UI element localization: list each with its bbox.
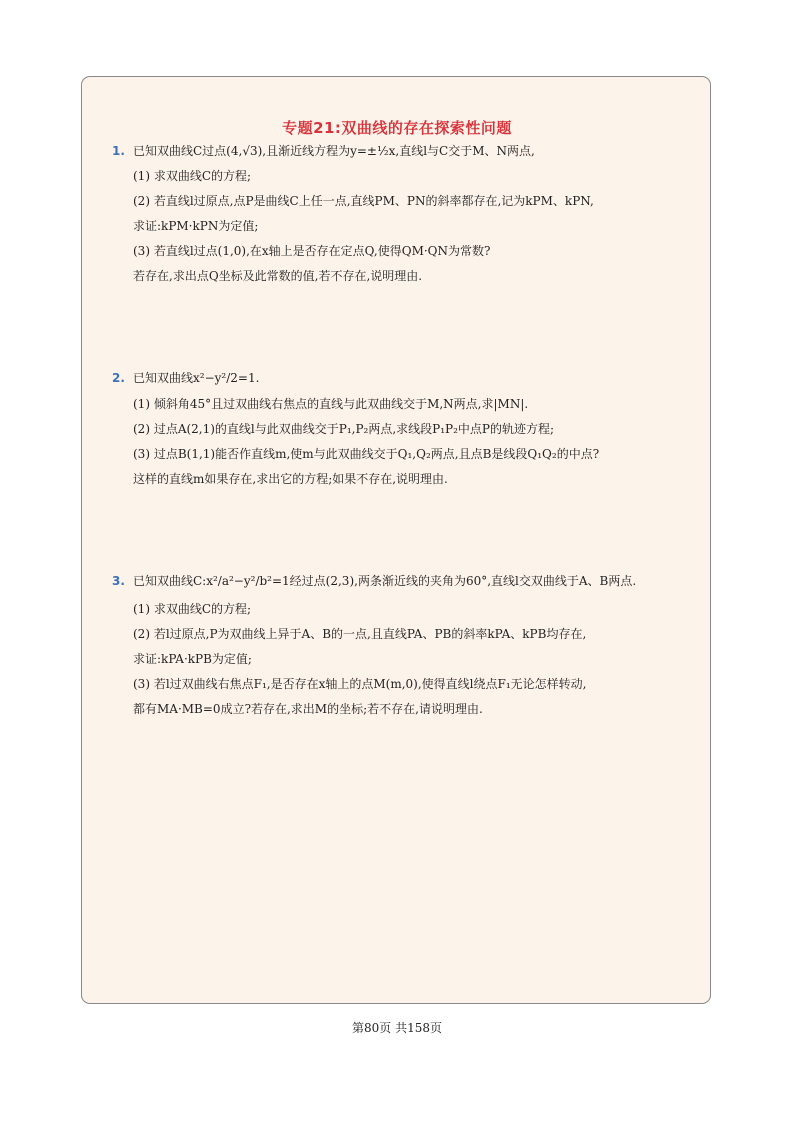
page-title: 专题21:双曲线的存在探索性问题: [282, 119, 512, 137]
problem-2-line-3: (2) 过点A(2,1)的直线l与此双曲线交于P₁,P₂两点,求线段P₁P₂中点P的轨迹方程;: [133, 422, 555, 436]
problem-2-line-1: 已知双曲线x²−y²/2=1.: [133, 371, 260, 385]
problem-3-number: 3.: [112, 574, 125, 588]
problem-3-line-1: 已知双曲线C:x²/a²−y²/b²=1经过点(2,3),两条渐近线的夹角为60°,直线l交双曲线于A、B两点.: [133, 574, 637, 588]
problem-3-line-5: (3) 若l过双曲线右焦点F₁,是否存在x轴上的点M(m,0),使得直线l绕点F₁无论怎样转动,: [133, 677, 587, 691]
problem-2-line-2: (1) 倾斜角45°且过双曲线右焦点的直线与此双曲线交于M,N两点,求|MN|.: [133, 397, 529, 411]
problem-2-number: 2.: [112, 371, 125, 385]
problem-3-line-3: (2) 若l过原点,P为双曲线上异于A、B的一点,且直线PA、PB的斜率kPA、kPB均存在,: [133, 627, 587, 641]
problem-1-line-4: 求证:kPM·kPN为定值;: [133, 219, 259, 233]
problem-1-line-1: 已知双曲线C过点(4,√3),且渐近线方程为y=±½x,直线l与C交于M、N两点,: [133, 144, 535, 158]
problem-2-line-4: (3) 过点B(1,1)能否作直线m,使m与此双曲线交于Q₁,Q₂两点,且点B是线段Q₁Q₂的中点?: [133, 447, 600, 461]
problem-3-line-2: (1) 求双曲线C的方程;: [133, 602, 252, 616]
problem-2-line-5: 这样的直线m如果存在,求出它的方程;如果不存在,说明理由.: [133, 472, 448, 486]
problem-1-line-6: 若存在,求出点Q坐标及此常数的值,若不存在,说明理由.: [133, 269, 423, 283]
page-footer: 第80页 共158页: [352, 1021, 442, 1035]
problem-3-line-6: 都有MA·MB=0成立?若存在,求出M的坐标;若不存在,请说明理由.: [133, 702, 483, 716]
problem-1-line-2: (1) 求双曲线C的方程;: [133, 169, 252, 183]
problem-1-line-3: (2) 若直线l过原点,点P是曲线C上任一点,直线PM、PN的斜率都存在,记为kPM、kPN,: [133, 194, 594, 208]
problem-1-line-5: (3) 若直线l过点(1,0),在x轴上是否存在定点Q,使得QM·QN为常数?: [133, 244, 491, 258]
content-panel: [81, 76, 711, 1004]
problem-3-line-4: 求证:kPA·kPB为定值;: [133, 652, 252, 666]
problem-1-number: 1.: [112, 144, 125, 158]
